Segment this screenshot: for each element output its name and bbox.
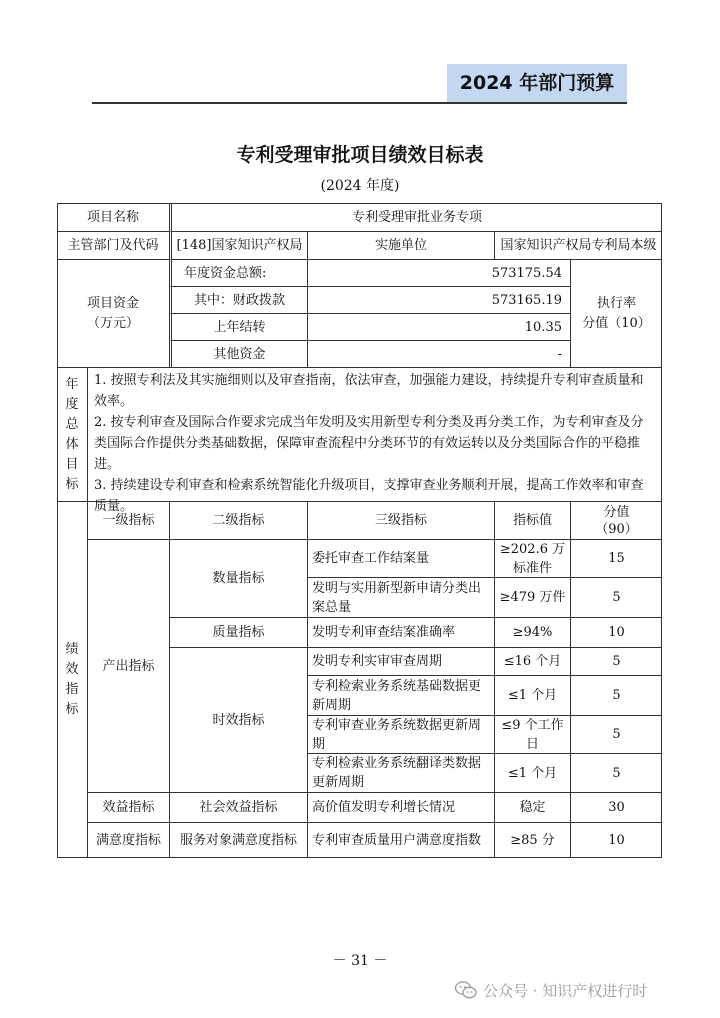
funds-unit-text: （万元） [86,315,139,331]
performance-label-char: 标 [65,702,79,717]
indicator-name: 专利审查业务系统数据更新周期 [307,715,494,753]
execution-rate-label: 执行率 [596,295,636,311]
output-indicators-label: 产出指标 [87,539,169,792]
indicator-name: 委托审查工作结案量 [307,539,494,577]
header-rule [92,102,627,104]
indicator-name: 高价值发明专利增长情况 [307,792,494,822]
indicator-value: 稳定 [494,792,570,822]
indicator-value: ≥202.6 万标准件 [494,539,570,577]
timeliness-indicators-label: 时效指标 [169,647,307,792]
annual-goals-char: 目 [65,456,79,472]
indicator-score: 5 [570,715,662,753]
header-value: 指标值 [494,501,570,539]
satisfaction-indicators-label: 满意度指标 [87,822,169,858]
execution-rate-score: 分值（10） [582,315,651,331]
benefit-indicators-label: 效益指标 [87,792,169,822]
dept-label: 主管部门及代码 [57,231,169,259]
funds-carryover-value: 10.35 [307,313,570,340]
indicator-value: ≤1 个月 [494,753,570,792]
indicator-name: 发明专利审查结案准确率 [307,617,494,647]
page-subtitle: (2024 年度) [320,178,400,194]
indicator-score: 10 [570,822,662,858]
wechat-icon [455,981,477,999]
funds-other-value: - [307,340,570,367]
impl-unit-label: 实施单位 [307,231,494,259]
funds-fiscal-label: 其中：财政拨款 [169,286,307,313]
indicator-name: 专利审查质量用户满意度指数 [307,822,494,858]
annual-goals-char: 年 [65,376,79,392]
header-score [570,501,662,539]
budget-banner: 2024 年部门预算 [447,64,627,102]
indicator-name: 专利检索业务系统翻译类数据更新周期 [307,753,494,792]
impl-unit-value: 国家知识产权局专利局本级 [494,231,662,259]
performance-label-char: 绩 [65,642,79,657]
indicator-value: ≤16 个月 [494,647,570,675]
annual-goals-char: 体 [65,436,79,452]
indicator-name: 发明与实用新型新申请分类出案总量 [307,577,494,617]
goal-item: 2. 按专利审查及国际合作要求完成当年发明及实用新型专利分类及再分类工作，为专利审查及分类国际合作提供分类基础数据，保障审查流程中分类环节的有效运转以及分类国际合作的平稳推进。 [94,415,644,472]
funds-total-value: 573175.54 [307,259,570,286]
header-score-label: 分值 [603,504,630,520]
indicator-value: ≤9 个工作日 [494,715,570,753]
quantity-indicators-label: 数量指标 [169,539,307,617]
header-score-total: （90） [595,521,638,537]
page-title: 专利受理审批项目绩效目标表 [236,144,484,166]
indicator-score: 15 [570,539,662,577]
indicator-value: ≤1 个月 [494,675,570,715]
goal-item: 1. 按照专利法及其实施细则以及审查指南，依法审查，加强能力建设，持续提升专利审查质量和效率。 [94,373,644,409]
social-benefit-label: 社会效益指标 [169,792,307,822]
funds-fiscal-value: 573165.19 [307,286,570,313]
indicator-score: 10 [570,617,662,647]
page-number: － 31 － [332,953,388,969]
funds-label [57,259,169,367]
performance-indicators-label [57,501,87,858]
indicator-value: ≥85 分 [494,822,570,858]
header-level1: 一级指标 [87,501,169,539]
indicator-name: 发明专利实审审查周期 [307,647,494,675]
indicator-score: 5 [570,675,662,715]
execution-rate [570,259,662,367]
watermark-text: 公众号 · 知识产权进行时 [483,981,648,1000]
performance-label-char: 指 [65,682,79,697]
header-level3: 三级指标 [307,501,494,539]
watermark [455,979,647,1001]
indicator-score: 5 [570,647,662,675]
performance-label-char: 效 [65,662,79,677]
header-level2: 二级指标 [169,501,307,539]
funds-carryover-label: 上年结转 [169,313,307,340]
indicator-score: 5 [570,577,662,617]
service-satisfaction-label: 服务对象满意度指标 [169,822,307,858]
indicator-score: 30 [570,792,662,822]
project-name-label: 项目名称 [86,209,139,225]
dept-value: [148]国家知识产权局 [169,231,307,259]
funds-label-text: 项目资金 [86,295,139,311]
goal-item: 3. 持续建设专利审查和检索系统智能化升级项目，支撑审查业务顺利开展，提高工作效率和审查质量。 [94,478,644,514]
quality-indicators-label: 质量指标 [169,617,307,647]
indicator-name: 专利检索业务系统基础数据更新周期 [307,675,494,715]
indicator-value: ≥479 万件 [494,577,570,617]
project-name-value: 专利受理审批业务专项 [169,203,662,231]
annual-goals-char: 标 [65,476,79,492]
indicator-score: 5 [570,753,662,792]
performance-table [57,203,662,858]
funds-total-label: 年度资金总额: [169,259,307,286]
indicator-value: ≥94% [494,617,570,647]
annual-goals-label [57,367,87,501]
funds-other-label: 其他资金 [169,340,307,367]
annual-goals-char: 度 [65,396,79,412]
annual-goals-char: 总 [65,416,79,432]
